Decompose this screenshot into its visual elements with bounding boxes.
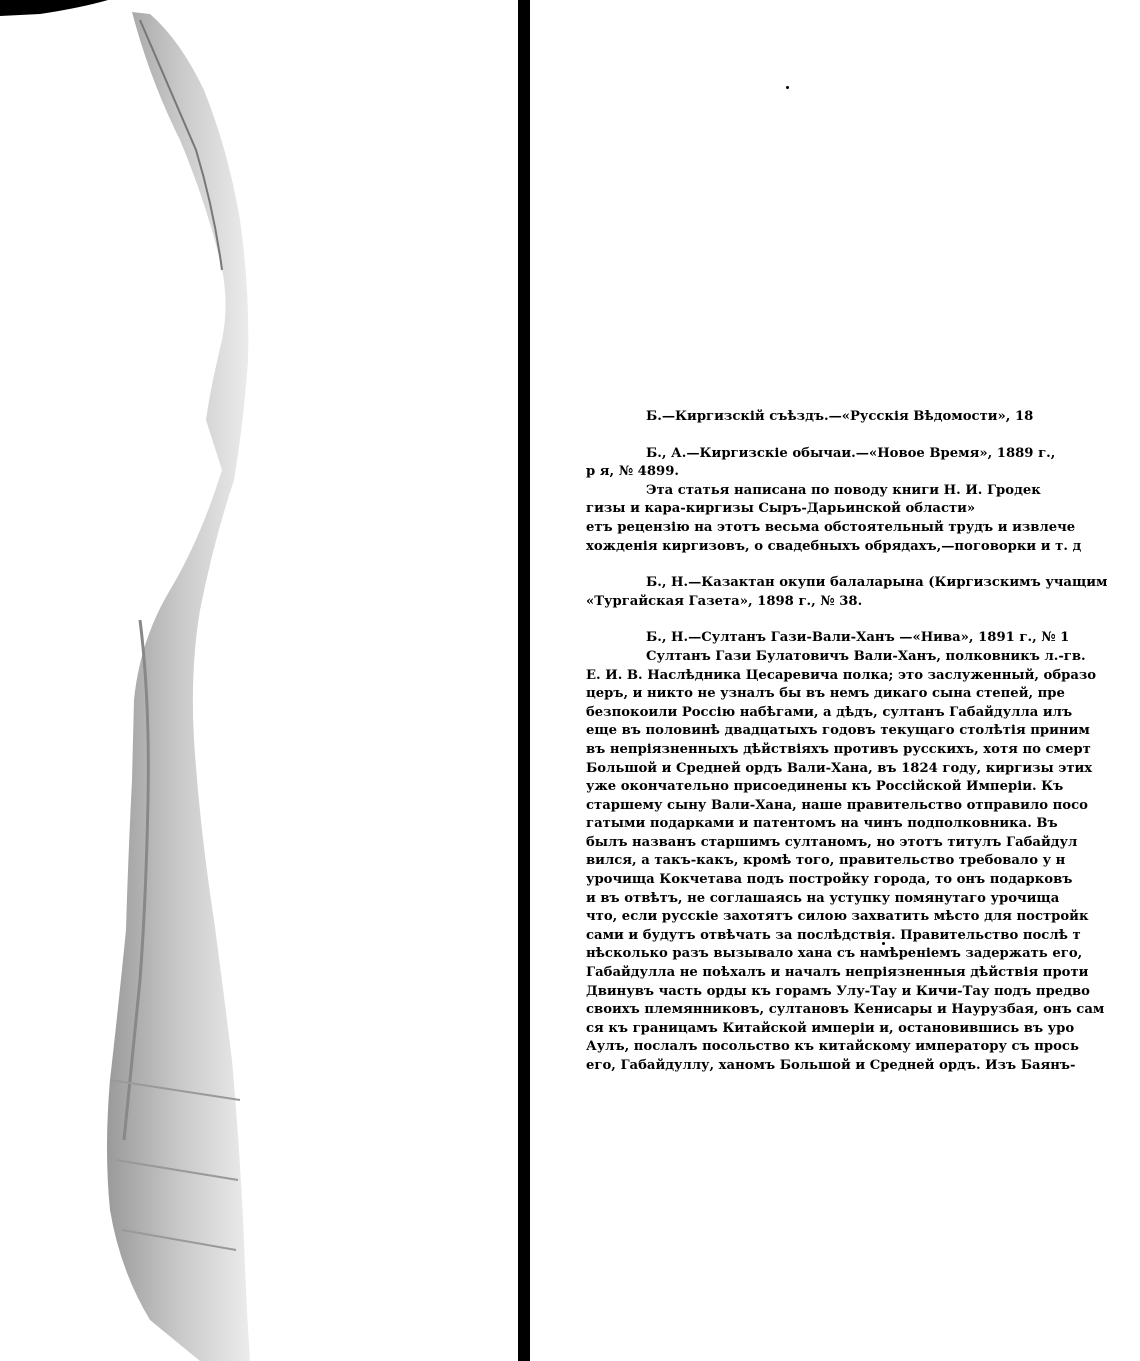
binding-gutter bbox=[518, 0, 530, 1361]
bibliography-entry bbox=[586, 408, 1140, 427]
text-line: церъ, и никто не узналъ бы въ немъ дикаго сына степей, пре bbox=[586, 686, 1065, 702]
text-line: Б., Н.—Султанъ Гази-Вали-Ханъ —«Нива», 1891 г., № 1 bbox=[646, 630, 1070, 646]
text-line: былъ названъ старшимъ султаномъ, но этотъ титулъ Габайдул bbox=[586, 834, 1078, 850]
speck bbox=[786, 86, 789, 89]
text-line: вился, а такъ-какъ, кромѣ того, правительство требовало у н bbox=[586, 853, 1066, 869]
entry-gap bbox=[586, 611, 1140, 629]
text-line: и въ отвѣтъ, не соглашаясь на уступку помянутаго урочища bbox=[586, 890, 1060, 906]
text-line: своихъ племянниковъ, султановъ Кенисары и Наурузбая, онъ сам bbox=[586, 1002, 1105, 1018]
text-line: Большой и Средней ордъ Вали-Хана, въ 1824 году, киргизы этих bbox=[586, 760, 1093, 776]
text-line: сами и будутъ отвѣчать за послѣдствія. Правительство послѣ т bbox=[586, 927, 1081, 943]
text-line: старшему сыну Вали-Хана, наше правительство отправило посо bbox=[586, 797, 1088, 813]
text-line: ся къ границамъ Китайской имперіи и, остановившись въ уро bbox=[586, 1020, 1075, 1036]
text-line: гатыми подарками и патентомъ на чинъ подполковника. Въ bbox=[586, 816, 1058, 832]
text-line: безпокоили Россію набѣгами, а дѣдъ, султанъ Габайдулла илъ bbox=[586, 704, 1073, 720]
text-line: Двинувъ часть орды къ горамъ Улу-Тау и Кичи-Тау подъ предво bbox=[586, 983, 1090, 999]
text-line: Б., А.—Киргизскіе обычаи.—«Новое Время», 1889 г., bbox=[646, 445, 1056, 461]
text-line: Б., Н.—Казактан окупи балаларына (Киргизскимъ учащим bbox=[646, 575, 1108, 591]
bibliography-text bbox=[586, 408, 1140, 1076]
text-line: урочища Кокчетава подъ постройку города, то онъ подарковъ bbox=[586, 872, 1073, 888]
bibliography-entry bbox=[586, 629, 1140, 1075]
text-line: р я, № 4899. bbox=[586, 464, 679, 480]
entry-gap bbox=[586, 556, 1140, 574]
text-line: уже окончательно присоединены къ Россійской Имперіи. Къ bbox=[586, 779, 1064, 795]
text-line: его, Габайдуллу, ханомъ Большой и Средней ордъ. Изъ Баянъ- bbox=[586, 1058, 1076, 1073]
text-line: Б.—Киргизскій съѣздъ.—«Русскія Вѣдомости», 18 bbox=[646, 409, 1034, 424]
text-line: Аулъ, послалъ посольство къ китайскому императору съ прось bbox=[586, 1039, 1079, 1055]
left-page-scan bbox=[0, 0, 518, 1361]
text-line: еще въ половинѣ двадцатыхъ годовъ текущаго столѣтія приним bbox=[586, 723, 1090, 739]
text-line: Султанъ Гази Булатовичъ Вали-Ханъ, полковникъ л.-гв. bbox=[646, 648, 1086, 664]
entry-gap bbox=[586, 427, 1140, 445]
torn-page-edge-image bbox=[0, 0, 518, 1361]
bibliography-entry bbox=[586, 445, 1140, 557]
text-line: етъ рецензію на этотъ весьма обстоятельный трудъ и извлече bbox=[586, 519, 1076, 535]
text-line: что, если русскіе захотятъ силою захватить мѣсто для постройк bbox=[586, 909, 1089, 925]
text-line: нѣсколько разъ вызывало хана съ намѣреніемъ задержать его, bbox=[586, 946, 1083, 962]
text-line: Е. И. В. Наслѣдника Цесаревича полка; это заслуженный, образо bbox=[586, 667, 1097, 683]
bibliography-entry bbox=[586, 574, 1140, 611]
text-line: гизы и кара-киргизы Сыръ-Дарьинской области» bbox=[586, 501, 976, 517]
text-line: «Тургайская Газета», 1898 г., № 38. bbox=[586, 593, 863, 609]
text-line: въ непріязненныхъ дѣйствіяхъ противъ русскихъ, хотя по смерт bbox=[586, 741, 1091, 757]
text-line: Габайдулла не поѣхалъ и началъ непріязненныя дѣйствія проти bbox=[586, 965, 1089, 981]
text-line: хожденія киргизовъ, о свадебныхъ обрядахъ,—поговорки и т. д bbox=[586, 538, 1082, 554]
text-line: Эта статья написана по поводу книги Н. И. Гродек bbox=[646, 482, 1041, 498]
